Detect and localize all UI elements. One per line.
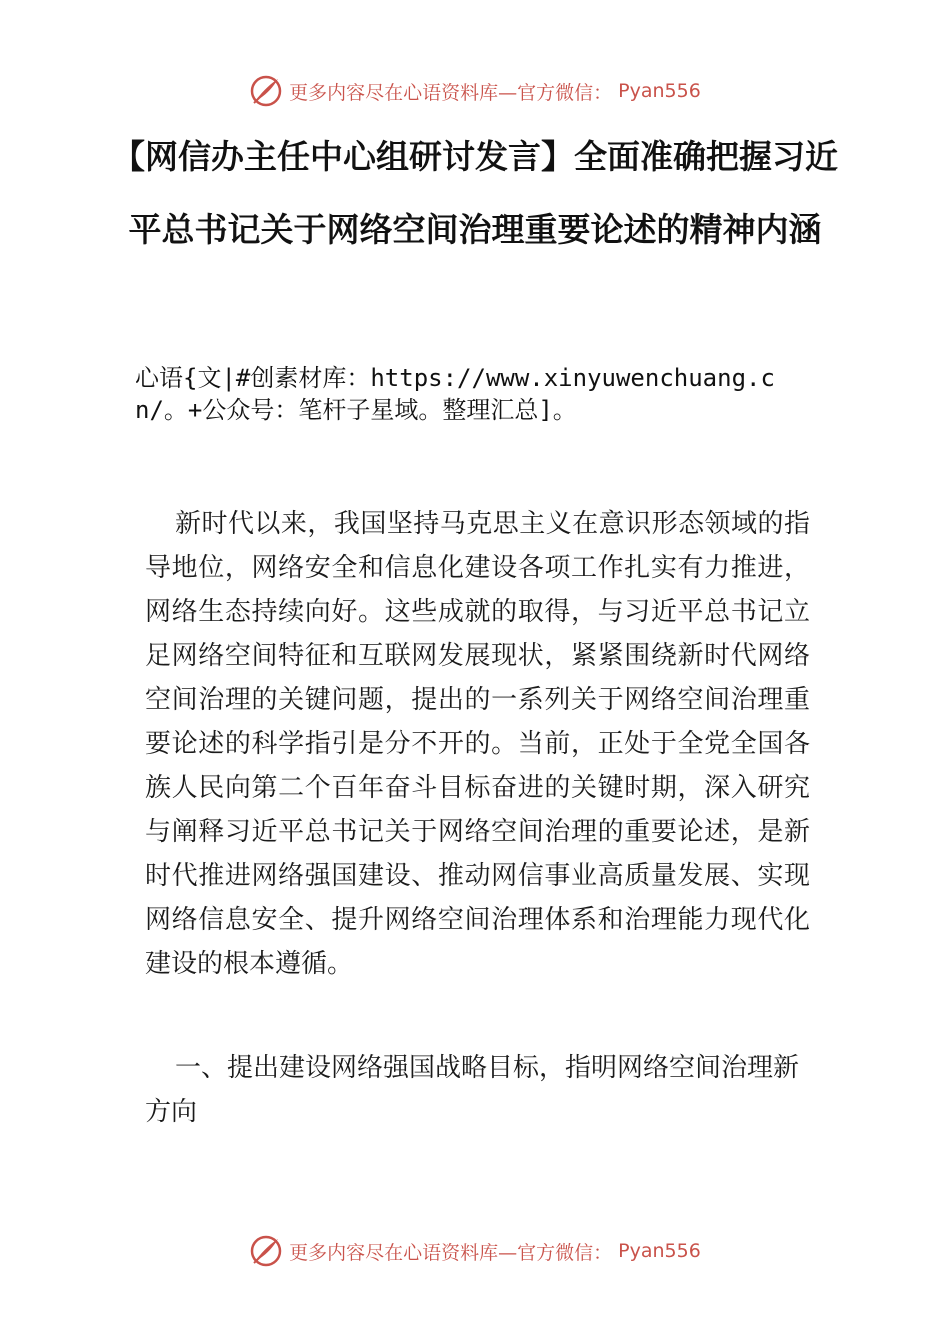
watermark-text: 更多内容尽在心语资料库—官方微信： [289,81,613,104]
watermark-wechat-id: Pyan556 [618,80,701,102]
section-heading-1: 一、提出建设网络强国战略目标，指明网络空间治理新方向 [145,1053,800,1127]
quill-logo-icon [249,1234,283,1268]
header-watermark [0,74,950,108]
body-paragraph-1: 新时代以来，我国坚持马克思主义在意识形态领域的指导地位，网络安全和信息化建设各项工作扎实有力推进，网络生态持续向好。这些成就的取得，与习近平总书记立足网络空间特征和互联网发展现状，紧紧围绕新时代网络空间治理的关键问题，提出的一系列关于网络空间治理重要论述的科学指引是分不开的。当前，正处于全党全国各族人民向第二个百年奋斗目标奋进的关键时期，深入研究与阐释习近平总书记关于网络空间治理的重要论述，是新时代推进网络强国建设、推动网信事业高质量发展、实现网络信息安全、提升网络空间治理体系和治理能力现代化建设的根本遵循。 [145,509,810,979]
watermark-text: 更多内容尽在心语资料库—官方微信： [289,1241,613,1264]
quill-logo-icon [249,74,283,108]
watermark-wechat-id: Pyan556 [618,1240,701,1262]
footer-watermark [0,1234,950,1268]
source-note: 心语{文|#创素材库：https://www.xinyuwenchuang.cn/。+公众号：笔杆子星域。整理汇总]。 [135,364,775,424]
document-title: 【网信办主任中心组研讨发言】全面准确把握习近平总书记关于网络空间治理重要论述的精神内涵 [112,137,838,249]
